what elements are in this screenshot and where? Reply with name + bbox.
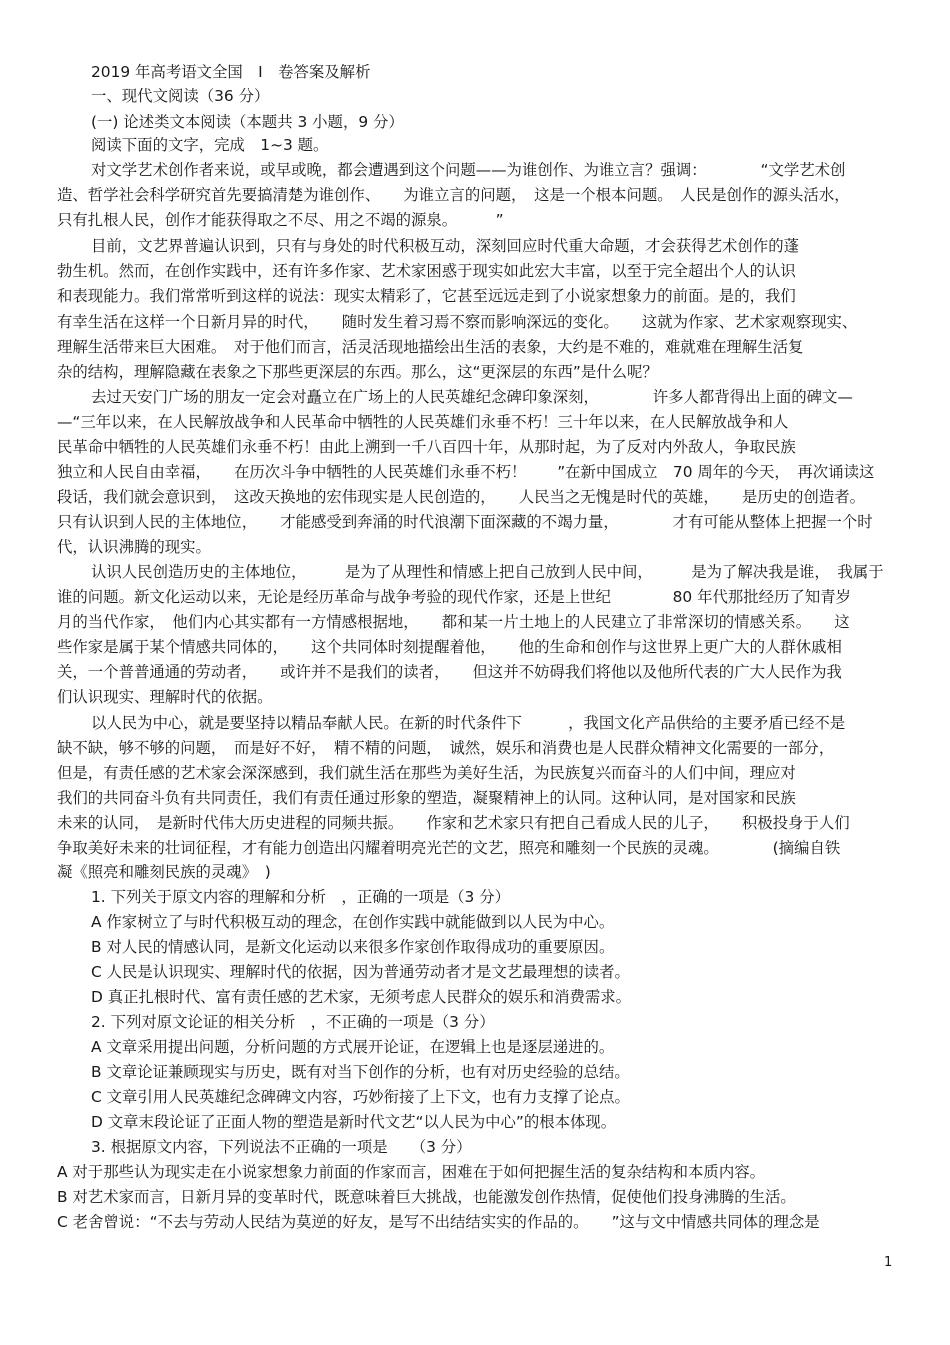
text-line: 3. 根据原文内容，下列说法不正确的一项是 （3 分） [91,1138,472,1156]
document-title: 2019 年高考语文全国 I 卷答案及解析 [91,63,371,81]
text-line: 未来的认同， 是新时代伟大历史进程的同频共振。 作家和艺术家只有把自己看成人民的儿子， 积极投身于人们 [57,814,850,832]
text-line: 我们的共同奋斗负有共同责任，我们有责任通过形象的塑造，凝聚精神上的认同。这种认同，是对国家和民族 [57,789,796,807]
text-line: 有幸生活在这样一个日新月异的时代， 随时发生着习焉不察而影响深远的变化。 这就为作家、艺术家观察现实、 [57,313,858,331]
text-line: 凝《照亮和雕刻民族的灵魂》 ) [57,863,271,881]
text-line: B 文章论证兼顾现实与历史，既有对当下创作的分析，也有对历史经验的总结。 [91,1063,630,1081]
text-line: 认识人民创造历史的主体地位， 是为了从理性和情感上把自己放到人民中间， 是为了解决我是谁， 我属于 [91,563,884,581]
text-line: A 作家树立了与时代积极互动的理念，在创作实践中就能做到以人民为中心。 [91,913,615,931]
text-line: 关，一个普普通通的劳动者， 或许并不是我们的读者， 但这并不妨碍我们将他以及他所代表的广大人民作为我 [57,663,842,681]
text-line: 只有认识到人民的主体地位， 才能感受到奔涌的时代浪潮下面深藏的不竭力量， 才有可能从整体上把握一个时 [57,513,873,531]
text-line: 和表现能力。我们常常听到这样的说法：现实太精彩了，它甚至远远走到了小说家想象力的前面。是的，我们 [57,287,796,305]
text-line: 缺不缺，够不够的问题， 而是好不好， 精不精的问题， 诚然，娱乐和消费也是人民群众精神文化需要的一部分， [57,739,835,757]
text-line: 独立和人民自由幸福， 在历次斗争中牺牲的人民英雄们永垂不朽！ ”在新中国成立 70 周年的今天， 再次诵读这 [57,463,875,481]
text-line: A 文章采用提出问题，分析问题的方式展开论证，在逻辑上也是逐层递进的。 [91,1038,615,1056]
text-line: 造、哲学社会科学研究首先要搞清楚为谁创作、 为谁立言的问题， 这是一个根本问题。 人民是创作的源头活水， [57,186,850,204]
text-line: 代，认识沸腾的现实。 [57,538,211,556]
text-line: 月的当代作家， 他们内心其实都有一方情感根据地， 都和某一片土地上的人民建立了非常深切的情感关系。 这 [57,613,850,631]
subsection-heading: (一) 论述类文本阅读（本题共 3 小题，9 分） [91,113,404,131]
text-line: 只有扎根人民，创作才能获得取之不尽、用之不竭的源泉。 ” [57,211,504,229]
text-line: D 真正扎根时代、富有责任感的艺术家，无须考虑人民群众的娱乐和消费需求。 [91,988,632,1006]
text-line: 段话，我们就会意识到， 这改天换地的宏伟现实是人民创造的， 人民当之无愧是时代的英雄， 是历史的创造者。 [57,488,865,506]
text-line: 目前，文艺界普遍认识到，只有与身处的时代积极互动，深刻回应时代重大命题，才会获得艺术创作的蓬 [91,237,799,255]
text-line: C 老舍曾说：“不去与劳动人民结为莫逆的好友，是写不出结结实实的作品的。 ”这与文中情感共同体的理念是 [57,1213,820,1231]
text-line: A 对于那些认为现实走在小说家想象力前面的作家而言，困难在于如何把握生活的复杂结构和本质内容。 [57,1163,765,1181]
text-line: 些作家是属于某个情感共同体的， 这个共同体时刻提醒着他， 他的生命和创作与这世界上更广大的人群休戚相 [57,638,842,656]
text-line: 但是，有责任感的艺术家会深深感到，我们就生活在那些为美好生活，为民族复兴而奋斗的人们中间，理应对 [57,764,796,782]
text-line: 2. 下列对原文论证的相关分析 ，不正确的一项是（3 分） [91,1013,495,1031]
text-line: B 对艺术家而言，日新月异的变革时代，既意味着巨大挑战，也能激发创作热情，促使他们投身沸腾的生活。 [57,1188,796,1206]
text-line: 民革命中牺牲的人民英雄们永垂不朽！由此上溯到一千八百四十年，从那时起，为了反对内外敌人，争取民族 [57,438,796,456]
text-line: 谁的问题。新文化运动以来，无论是经历革命与战争考验的现代作家，还是上世纪 80 年代那批经历了知青岁 [57,588,852,606]
text-line: D 文章末段论证了正面人物的塑造是新时代文艺“以人民为中心”的根本体现。 [91,1113,617,1131]
text-line: 理解生活带来巨大困难。 对于他们而言，活灵活现地描绘出生活的表象，大约是不难的，难就难在理解生活复 [57,338,804,356]
text-line: 1. 下列关于原文内容的理解和分析 ，正确的一项是（3 分） [91,888,511,906]
text-line: 对文学艺术创作者来说，或早或晚，都会遭遇到这个问题——为谁创作、为谁立言？强调： “文学艺术创 [91,161,846,179]
text-line: 去过天安门广场的朋友一定会对矗立在广场上的人民英雄纪念碑印象深刻， 许多人都背得出上面的碑文— [91,388,853,406]
section-heading: 一、现代文阅读（36 分） [91,87,270,105]
text-line: 以人民为中心，就是要坚持以精品奉献人民。在新的时代条件下 ，我国文化产品供给的主要矛盾已经不是 [91,714,846,732]
page-number: 1 [884,1255,893,1270]
reading-instruction: 阅读下面的文字，完成 1~3 题。 [91,136,329,154]
text-line: B 对人民的情感认同，是新文化运动以来很多作家创作取得成功的重要原因。 [91,938,615,956]
text-line: 争取美好未来的壮词征程，才有能力创造出闪耀着明亮光芒的文艺，照亮和雕刻一个民族的灵魂。 (摘编自铁 [57,839,841,857]
text-line: 们认识现实、理解时代的依据。 [57,688,273,706]
text-line: 杂的结构，理解隐藏在表象之下那些更深层的东西。那么，这“更深层的东西”是什么呢？ [57,363,658,381]
text-line: 勃生机。然而，在创作实践中，还有许多作家、艺术家困惑于现实如此宏大丰富，以至于完全超出个人的认识 [57,262,796,280]
text-line: C 人民是认识现实、理解时代的依据，因为普通劳动者才是文艺最理想的读者。 [91,963,630,981]
text-line: —“三年以来，在人民解放战争和人民革命中牺牲的人民英雄们永垂不朽！三十年以来，在人民解放战争和人 [57,413,789,431]
text-line: C 文章引用人民英雄纪念碑碑文内容，巧妙衔接了上下文，也有力支撑了论点。 [91,1088,630,1106]
